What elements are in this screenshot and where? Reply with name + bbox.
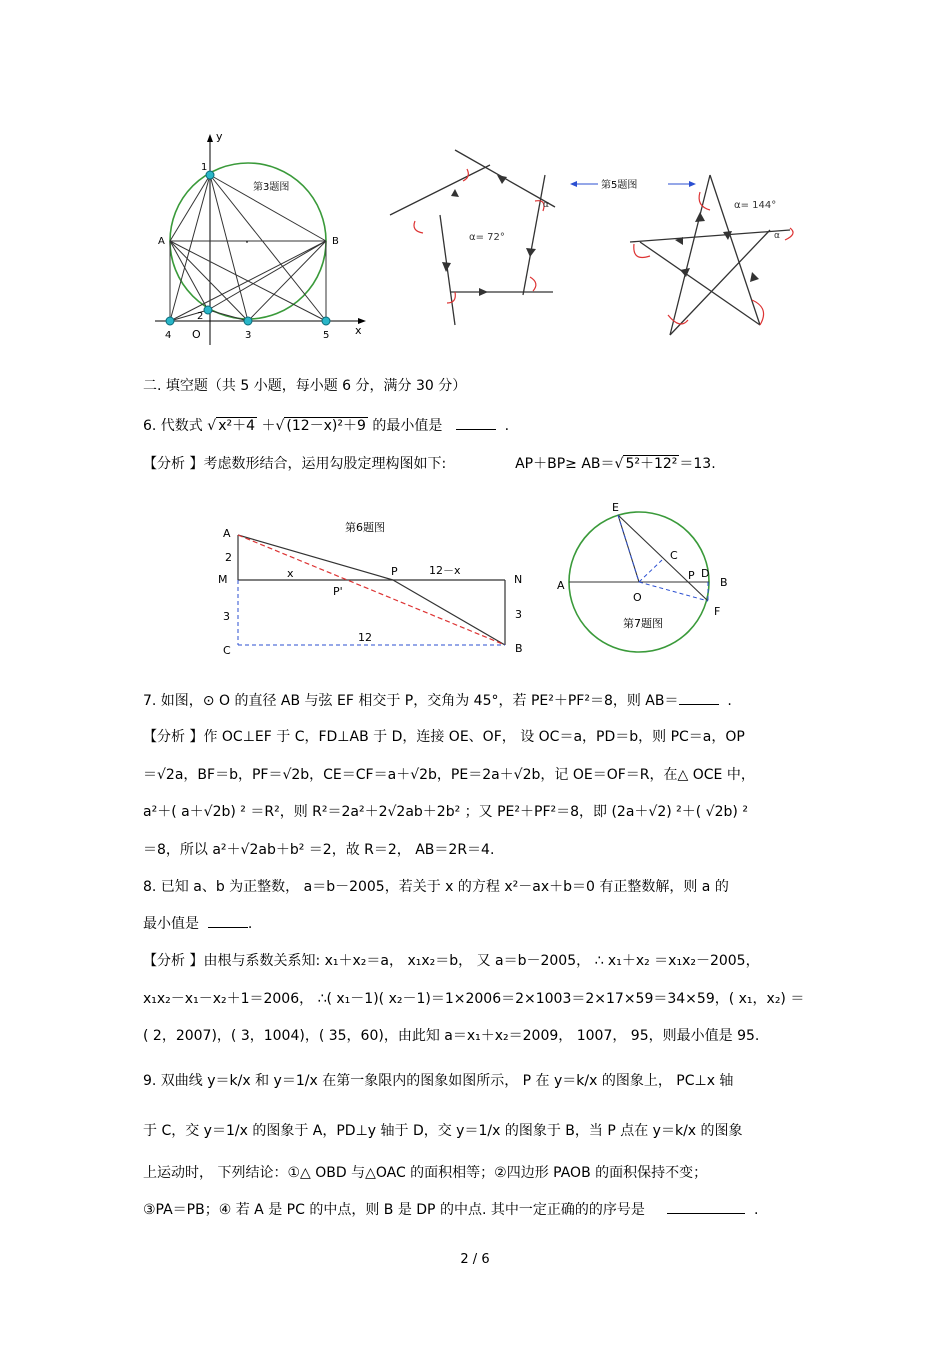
question-9-line-2: 于 C，交 y＝1/x 的图象于 A，PD⊥y 轴于 D，交 y＝1/x 的图象于 B，当 P 点在 y＝k/x 的图象 bbox=[143, 1123, 743, 1139]
fig7-f: F bbox=[714, 605, 721, 618]
question-8-line-2 bbox=[143, 913, 252, 933]
q8-text: 最小值是 bbox=[143, 916, 199, 932]
fig3-title: 第3题图 bbox=[253, 182, 290, 193]
fig7-a: A bbox=[557, 579, 565, 592]
fig5-alpha-mark-left: α bbox=[543, 200, 549, 210]
question-8-line-1: 8. 已知 a、b 为正整数， a＝b－2005，若关于 x 的方程 x²－ax＋b＝0 有正整数解，则 a 的 bbox=[143, 879, 729, 895]
q7-text: 7. 如图，⊙ O 的直径 AB 与弦 EF 相交于 P，交角为 45°，若 PE²＋PF²＝8，则 AB＝ bbox=[143, 693, 679, 709]
figure-7 bbox=[550, 495, 740, 660]
fig7-o: O bbox=[633, 591, 642, 604]
fig7-d: D bbox=[701, 567, 710, 580]
q6-end: . bbox=[504, 418, 510, 434]
analysis-6: 【分析 】考虑数形结合，运用勾股定理构图如下: AP＋BP≥ AB＝√ 5²＋12² ＝13. bbox=[143, 456, 716, 472]
fig5-alpha-right: α= 144° bbox=[734, 200, 777, 211]
fig6-p: P bbox=[391, 565, 398, 578]
analysis-7-line-1: 【分析 】作 OC⊥EF 于 C，FD⊥AB 于 D，连接 OE、OF， 设 OC＝a，PD＝b，则 PC＝a，OP bbox=[143, 729, 745, 745]
fig5-title: 第5题图 bbox=[601, 180, 638, 191]
q8-end: . bbox=[247, 916, 253, 932]
fig7-e: E bbox=[612, 501, 619, 514]
q6-plus: ＋ bbox=[261, 418, 276, 434]
q6-radical-1: x²＋4 bbox=[218, 418, 255, 434]
analysis-8-line-2: x₁x₂－x₁－x₂＋1＝2006， ∴( x₁－1)( x₂－1)＝1×2006＝2×1003＝2×17×59＝34×59，( x₁，x₂) ＝ bbox=[143, 991, 805, 1007]
fig3-x-label: x bbox=[355, 324, 362, 337]
analysis-8-line-3: ( 2，2007)，( 3，1004)，( 35，60)，由此知 a＝x₁＋x₂＝2009， 1007， 95，则最小值是 95. bbox=[143, 1028, 760, 1044]
figure-5-pentagon bbox=[385, 145, 565, 330]
analysis-7-line-3: a²＋( a＋√2b) ² ＝R²，则 R²＝2a²＋2√2ab＋2b² ；又 PE²＋PF²＝8，即 (2a＋√2) ²＋( √2b) ² bbox=[143, 804, 748, 820]
q6-prefix: 6. 代数式 bbox=[143, 418, 203, 434]
fig7-b: B bbox=[720, 576, 728, 589]
section-heading: 二. 填空题（共 5 小题，每小题 6 分，满分 30 分） bbox=[143, 378, 467, 394]
fig6-b: B bbox=[515, 642, 523, 655]
question-9-line-1: 9. 双曲线 y＝k/x 和 y＝1/x 在第一象限内的图象如图所示， P 在 y＝k/x 的图象上， PC⊥x 轴 bbox=[143, 1073, 734, 1089]
fig6-pprime: P' bbox=[333, 585, 343, 598]
fig3-p3-label: 3 bbox=[245, 330, 252, 341]
analysis-7-line-4: ＝8，所以 a²＋√2ab＋b² ＝2，故 R＝2， AB＝2R＝4. bbox=[143, 842, 495, 858]
fig6-a: A bbox=[223, 527, 231, 540]
a6-text: 考虑数形结合，运用勾股定理构图如下: bbox=[203, 456, 447, 472]
question-9-line-4 bbox=[143, 1199, 758, 1219]
fig5-alpha-left: α= 72° bbox=[469, 232, 505, 243]
fig6-12-minus-x: 12－x bbox=[429, 564, 461, 577]
page-number: 2 / 6 bbox=[460, 1252, 490, 1267]
fig3-p1-label: 1 bbox=[201, 162, 208, 173]
question-7 bbox=[143, 690, 732, 710]
fig3-a-label: A bbox=[158, 236, 165, 247]
fig3-p4-label: 4 bbox=[165, 330, 172, 341]
q9-text: ③PA＝PB；④ 若 A 是 PC 的中点，则 B 是 DP 的中点. 其中一定正确的的序号是 bbox=[143, 1202, 645, 1218]
figure-5-star bbox=[620, 170, 800, 340]
a6-formula-pre: AP＋BP≥ AB＝ bbox=[515, 456, 615, 472]
fig3-b-label: B bbox=[332, 236, 339, 247]
q8-answer-blank[interactable] bbox=[208, 915, 248, 928]
a6-formula-rad: 5²＋12² bbox=[625, 456, 678, 472]
q6-answer-blank[interactable] bbox=[456, 417, 496, 430]
a6-tag: 【分析 】 bbox=[143, 456, 204, 472]
q9-end: . bbox=[754, 1202, 759, 1218]
fig3-o-label: O bbox=[192, 328, 201, 341]
fig6-n: N bbox=[514, 573, 523, 586]
analysis-7-line-2: ＝√2a，BF＝b，PF＝√2b，CE＝CF＝a＋√2b，PE＝2a＋√2b，记 OE＝OF＝R，在△ OCE 中， bbox=[143, 767, 755, 783]
fig6-title: 第6题图 bbox=[345, 521, 385, 534]
question-9-line-3: 上运动时， 下列结论：①△ OBD 与△OAC 的面积相等；②四边形 PAOB 的面积保持不变； bbox=[143, 1165, 708, 1181]
q7-answer-blank[interactable] bbox=[679, 692, 719, 705]
figure-6 bbox=[215, 515, 535, 660]
fig6-m: M bbox=[218, 573, 228, 586]
q7-end: . bbox=[727, 693, 732, 709]
fig7-p: P bbox=[688, 569, 695, 582]
fig3-p2-label: 2 bbox=[197, 311, 204, 322]
q6-radical-2: (12－x)²＋9 bbox=[286, 418, 366, 434]
figure-3 bbox=[150, 130, 370, 345]
fig6-x: x bbox=[287, 567, 294, 580]
fig3-y-label: y bbox=[216, 130, 223, 143]
q6-suffix: 的最小值是 bbox=[372, 418, 443, 434]
fig6-c: C bbox=[223, 644, 231, 657]
fig3-p5-label: 5 bbox=[323, 330, 330, 341]
fig7-c: C bbox=[670, 549, 678, 562]
fig5-alpha-mark-right: α bbox=[774, 231, 780, 241]
q9-answer-blank[interactable] bbox=[667, 1201, 745, 1214]
question-6: 6. 代数式 √ x²＋4 ＋√ (12－x)²＋9 的最小值是 . bbox=[143, 418, 510, 434]
fig7-title: 第7题图 bbox=[623, 617, 663, 630]
fig6-two: 2 bbox=[225, 551, 232, 564]
fig6-three-left: 3 bbox=[223, 610, 230, 623]
fig6-three-right: 3 bbox=[515, 608, 522, 621]
analysis-8-line-1: 【分析 】由根与系数关系知: x₁＋x₂＝a， x₁x₂＝b， 又 a＝b－2005， ∴ x₁＋x₂ ＝x₁x₂－2005， bbox=[143, 953, 760, 969]
a6-formula-post: ＝13. bbox=[679, 456, 716, 472]
fig6-twelve: 12 bbox=[358, 631, 372, 644]
